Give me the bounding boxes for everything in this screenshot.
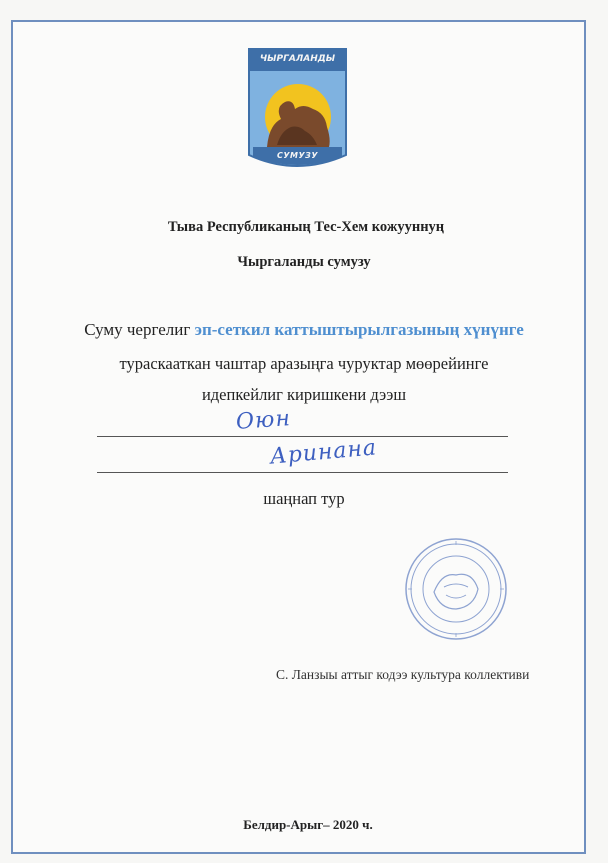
organization-line-2: Чыргаланды сумузу <box>237 254 371 270</box>
body-line-1 <box>0 320 608 340</box>
organization-line-1: Тыва Республиканың Тес-Хем кожууннуң <box>167 219 445 235</box>
emblem-top-text: ЧЫРГАЛАНДЫ <box>259 54 336 64</box>
official-stamp-icon <box>404 537 508 641</box>
award-status: шаңнап тур <box>263 489 345 508</box>
emblem <box>247 47 348 174</box>
emblem-bottom-text: СУМУЗУ <box>276 151 319 160</box>
signer-name: С. Ланзыы аттыг кодээ культура коллективи <box>276 667 530 682</box>
recipient-first-name: Оюн <box>235 406 292 435</box>
recipient-last-name: Аринана <box>269 435 379 470</box>
body-line-3: идепкейлиг киришкени дээш <box>201 385 407 404</box>
camel-rock-emblem-icon <box>247 47 348 174</box>
name-underline-2 <box>97 472 508 473</box>
name-underline-1 <box>97 436 508 437</box>
body-line-2: тураскааткан чаштар аразыңга чуруктар мөөрейинге <box>119 354 489 373</box>
body-line-1-prefix: Суму чергелиг <box>84 320 195 339</box>
event-name-highlight: эп-сеткил каттыштырылгазының хүнүнге <box>194 320 524 339</box>
place-and-year: Белдир-Арыг– 2020 ч. <box>243 817 373 832</box>
